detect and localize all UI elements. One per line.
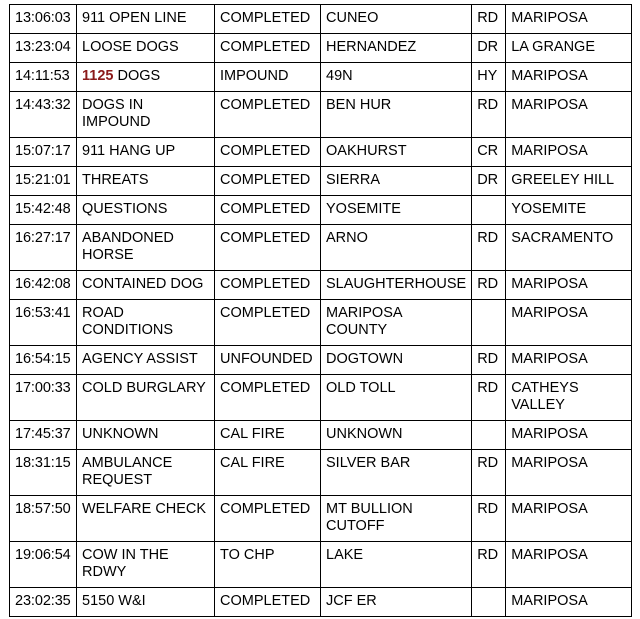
- time-cell: 17:45:37: [10, 421, 77, 450]
- disposition-cell: COMPLETED: [215, 34, 321, 63]
- call-type: UNKNOWN: [82, 426, 159, 442]
- time-cell: 13:06:03: [10, 5, 77, 34]
- call-type-cell: [77, 300, 215, 346]
- call-type-cell: [77, 5, 215, 34]
- suffix-cell: DR: [472, 167, 506, 196]
- suffix-cell: CR: [472, 138, 506, 167]
- city-cell: MARIPOSA: [506, 588, 632, 617]
- table-row: [10, 5, 632, 34]
- disposition-cell: COMPLETED: [215, 167, 321, 196]
- street-cell: 49N: [321, 63, 472, 92]
- street-cell: OLD TOLL: [321, 375, 472, 421]
- suffix-cell: HY: [472, 63, 506, 92]
- street-cell: OAKHURST: [321, 138, 472, 167]
- disposition-cell: COMPLETED: [215, 5, 321, 34]
- disposition-cell: COMPLETED: [215, 496, 321, 542]
- suffix-cell: RD: [472, 450, 506, 496]
- suffix-cell: DR: [472, 34, 506, 63]
- table-row: [10, 300, 632, 346]
- table-row: [10, 421, 632, 450]
- city-cell: MARIPOSA: [506, 346, 632, 375]
- call-log-table: [9, 4, 632, 617]
- call-type: CONTAINED DOG: [82, 276, 204, 292]
- city-cell: MARIPOSA: [506, 63, 632, 92]
- street-cell: MT BULLION CUTOFF: [321, 496, 472, 542]
- street-cell: BEN HUR: [321, 92, 472, 138]
- call-type: DOGS IN IMPOUND: [82, 97, 151, 130]
- disposition-cell: COMPLETED: [215, 225, 321, 271]
- call-type: THREATS: [82, 172, 149, 188]
- table-row: [10, 271, 632, 300]
- disposition-cell: TO CHP: [215, 542, 321, 588]
- time-cell: 14:11:53: [10, 63, 77, 92]
- time-cell: 14:43:32: [10, 92, 77, 138]
- suffix-cell: RD: [472, 375, 506, 421]
- street-cell: YOSEMITE: [321, 196, 472, 225]
- city-cell: LA GRANGE: [506, 34, 632, 63]
- city-cell: MARIPOSA: [506, 138, 632, 167]
- suffix-cell: RD: [472, 346, 506, 375]
- time-cell: 17:00:33: [10, 375, 77, 421]
- time-cell: 13:23:04: [10, 34, 77, 63]
- table-row: [10, 92, 632, 138]
- disposition-cell: COMPLETED: [215, 92, 321, 138]
- call-type-cell: [77, 271, 215, 300]
- call-type: WELFARE CHECK: [82, 501, 207, 517]
- call-type-cell: [77, 450, 215, 496]
- disposition-cell: COMPLETED: [215, 271, 321, 300]
- disposition-cell: COMPLETED: [215, 138, 321, 167]
- call-type-cell: [77, 167, 215, 196]
- time-cell: 16:54:15: [10, 346, 77, 375]
- city-cell: MARIPOSA: [506, 542, 632, 588]
- time-cell: 16:42:08: [10, 271, 77, 300]
- table-row: [10, 542, 632, 588]
- call-type-cell: [77, 92, 215, 138]
- call-type: COLD BURGLARY: [82, 380, 206, 396]
- street-cell: CUNEO: [321, 5, 472, 34]
- suffix-cell: [472, 588, 506, 617]
- city-cell: MARIPOSA: [506, 92, 632, 138]
- time-cell: 16:53:41: [10, 300, 77, 346]
- call-type: ROAD CONDITIONS: [82, 305, 174, 338]
- table-row: [10, 34, 632, 63]
- suffix-cell: RD: [472, 496, 506, 542]
- disposition-cell: CAL FIRE: [215, 421, 321, 450]
- time-cell: 16:27:17: [10, 225, 77, 271]
- call-type: 5150 W&I: [82, 593, 146, 609]
- call-type-cell: [77, 63, 215, 92]
- city-cell: SACRAMENTO: [506, 225, 632, 271]
- call-type-cell: [77, 496, 215, 542]
- disposition-cell: COMPLETED: [215, 375, 321, 421]
- call-type-cell: [77, 588, 215, 617]
- city-cell: MARIPOSA: [506, 5, 632, 34]
- street-cell: MARIPOSA COUNTY: [321, 300, 472, 346]
- call-type: LOOSE DOGS: [82, 39, 179, 55]
- call-type: ABANDONED HORSE: [82, 230, 174, 263]
- time-cell: 18:31:15: [10, 450, 77, 496]
- street-cell: LAKE: [321, 542, 472, 588]
- city-cell: CATHEYS VALLEY: [506, 375, 632, 421]
- call-type-cell: [77, 34, 215, 63]
- call-type-cell: [77, 346, 215, 375]
- disposition-cell: UNFOUNDED: [215, 346, 321, 375]
- street-cell: UNKNOWN: [321, 421, 472, 450]
- call-type: COW IN THE RDWY: [82, 547, 169, 580]
- suffix-cell: RD: [472, 542, 506, 588]
- street-cell: SILVER BAR: [321, 450, 472, 496]
- suffix-cell: [472, 300, 506, 346]
- time-cell: 18:57:50: [10, 496, 77, 542]
- city-cell: GREELEY HILL: [506, 167, 632, 196]
- city-cell: MARIPOSA: [506, 496, 632, 542]
- street-cell: JCF ER: [321, 588, 472, 617]
- disposition-cell: COMPLETED: [215, 300, 321, 346]
- time-cell: 15:42:48: [10, 196, 77, 225]
- city-cell: MARIPOSA: [506, 300, 632, 346]
- disposition-cell: COMPLETED: [215, 588, 321, 617]
- street-cell: HERNANDEZ: [321, 34, 472, 63]
- city-cell: MARIPOSA: [506, 450, 632, 496]
- time-cell: 19:06:54: [10, 542, 77, 588]
- suffix-cell: [472, 196, 506, 225]
- table-row: [10, 225, 632, 271]
- call-type-cell: [77, 542, 215, 588]
- call-type: AGENCY ASSIST: [82, 351, 198, 367]
- call-type: 911 HANG UP: [82, 143, 176, 159]
- call-type: QUESTIONS: [82, 201, 168, 217]
- table-row: [10, 588, 632, 617]
- street-cell: SLAUGHTERHOUSE: [321, 271, 472, 300]
- disposition-cell: CAL FIRE: [215, 450, 321, 496]
- call-type: 911 OPEN LINE: [82, 10, 187, 26]
- call-type-cell: [77, 138, 215, 167]
- suffix-cell: RD: [472, 225, 506, 271]
- suffix-cell: RD: [472, 271, 506, 300]
- suffix-cell: RD: [472, 5, 506, 34]
- city-cell: YOSEMITE: [506, 196, 632, 225]
- table-row: [10, 375, 632, 421]
- call-type-cell: [77, 421, 215, 450]
- call-type-cell: [77, 225, 215, 271]
- call-type: DOGS: [113, 68, 161, 84]
- street-cell: DOGTOWN: [321, 346, 472, 375]
- time-cell: 23:02:35: [10, 588, 77, 617]
- call-type-cell: [77, 196, 215, 225]
- call-code: 1125: [82, 68, 114, 84]
- table-row: [10, 346, 632, 375]
- table-row: [10, 167, 632, 196]
- street-cell: ARNO: [321, 225, 472, 271]
- time-cell: 15:07:17: [10, 138, 77, 167]
- call-type: AMBULANCE REQUEST: [82, 455, 173, 488]
- table-row: [10, 63, 632, 92]
- table-row: [10, 196, 632, 225]
- table-row: [10, 138, 632, 167]
- time-cell: 15:21:01: [10, 167, 77, 196]
- city-cell: MARIPOSA: [506, 271, 632, 300]
- table-row: [10, 496, 632, 542]
- suffix-cell: [472, 421, 506, 450]
- table-row: [10, 450, 632, 496]
- call-type-cell: [77, 375, 215, 421]
- suffix-cell: RD: [472, 92, 506, 138]
- disposition-cell: COMPLETED: [215, 196, 321, 225]
- disposition-cell: IMPOUND: [215, 63, 321, 92]
- city-cell: MARIPOSA: [506, 421, 632, 450]
- street-cell: SIERRA: [321, 167, 472, 196]
